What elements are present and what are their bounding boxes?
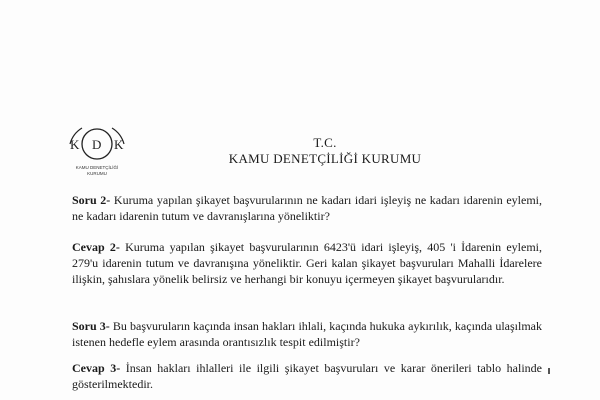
- header-tc: T.C.: [313, 135, 337, 150]
- header-institution: KAMU DENETÇİLİĞİ KURUMU: [228, 151, 422, 166]
- question-2-label: Soru 2-: [72, 193, 111, 207]
- answer-2-text: Kuruma yapılan şikayet başvurularının 6423'ü idari işleyiş, 405 'i İdarenin eylemi, 279'u idarenin tutum ve davranışına yöneliktir. Geri kalan şikayet başvuruları Mahalli İdarelere ilişkin, şahıslara yönelik belirsiz ve herhangi bir konuyu içermeyen şikayet başvurularıdır.: [72, 240, 542, 286]
- logo-letter-k1: K: [70, 137, 80, 152]
- logo-caption-line2: KURUMU: [87, 171, 107, 176]
- answer-3-text: İnsan hakları ihlalleri ile ilgili şikayet başvuruları ve karar önerileri tablo halinde gösterilmektedir.: [72, 361, 542, 391]
- answer-3: [72, 360, 542, 392]
- logo-caption-line1: KAMU DENETÇİLİĞİ: [75, 165, 119, 170]
- scan-margin-mark: [548, 368, 550, 374]
- logo-letter-k2: K: [114, 137, 124, 152]
- logo-letter-d: D: [92, 137, 102, 152]
- question-3: [72, 318, 542, 350]
- question-2-text: Kuruma yapılan şikayet başvurularının ne kadarı idari işleyiş ne kadarı idarenin eylemi, ne kadarı idarenin tutum ve davranışlarına yöneliktir?: [72, 193, 542, 223]
- answer-3-label: Cevap 3-: [72, 361, 121, 375]
- kdk-logo: [62, 120, 132, 182]
- question-3-text: Bu başvuruların kaçında insan hakları ihlali, kaçında hukuka aykırılık, kaçında ulaşılmak istenen hedefle eylem arasında orantısızlık tespit edilmiştir?: [72, 319, 543, 349]
- question-2: [72, 192, 542, 224]
- answer-2-label: Cevap 2-: [72, 240, 120, 254]
- answer-2: [72, 239, 542, 287]
- kdk-logo-emblem: [62, 120, 132, 182]
- question-3-label: Soru 3-: [72, 319, 110, 333]
